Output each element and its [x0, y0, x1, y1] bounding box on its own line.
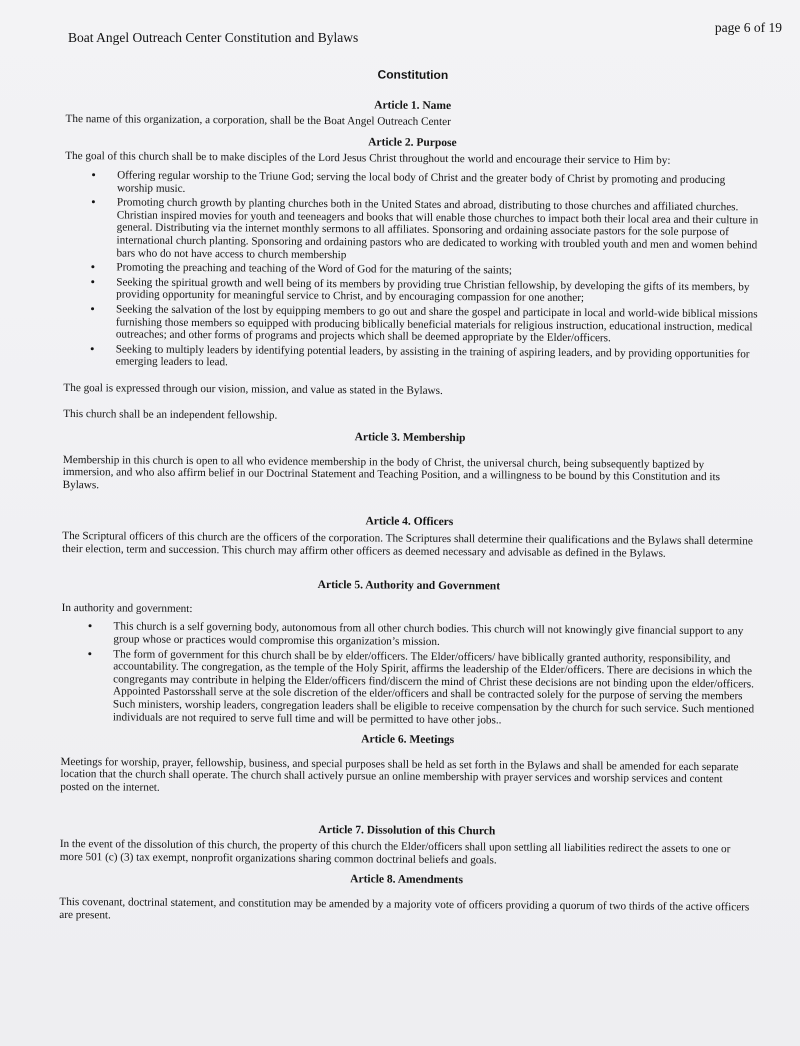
authority-item: • This church is a self governing body, autonomous from all other church bodies. This church will not knowingly give financial support to any group whose or practices would compromise this organization’s mission.: [101, 621, 755, 651]
constitution-title: Constitution: [377, 67, 449, 83]
article-4-text: The Scriptural officers of this church are the officers of the corporation. The Scriptures shall determine their qualifications and the Bylaws shall determine their election, term and succession. This church may affirm other officers as deemed necessary and advisable as defined in the Bylaws.: [62, 530, 753, 560]
article-1-text: The name of this organization, a corporation, shall be the Boat Angel Outreach Center: [65, 113, 451, 129]
purpose-item: • Seeking the spiritual growth and well being of its members by providing true Christian fellowship, by developing the gifts of its members, by providing opportunity for meaningful service to Christ, and by encouraging compassion for one another;: [104, 276, 758, 306]
article-6-text: Meetings for worship, prayer, fellowship, business, and special purposes shall be held as set forth in the Bylaws and shall be amended for each separate location that the church shall operate. The church shall actively pursue an online membership with prayer services and worship services and content posted on the internet.: [60, 755, 739, 794]
purpose-item: • Seeking to multiply leaders by identifying potential leaders, by assisting in the training of aspiring leaders, and by providing opportunities for emerging leaders to lead.: [104, 343, 758, 373]
article-2-heading: Article 2. Purpose: [368, 136, 457, 149]
article-2-closing-goal: The goal is expressed through our vision, mission, and value as stated in the Bylaws.: [63, 381, 443, 397]
article-8-text: This covenant, doctrinal statement, and constitution may be amended by a majority vote of officers providing a quorum of two thirds of the active officers are present.: [59, 895, 750, 921]
article-7-heading: Article 7. Dissolution of this Church: [318, 823, 496, 837]
purpose-item: • Seeking the salvation of the lost by equipping members to go out and share the gospel and participate in local and world-wide biblical missions furnishing those members so equipped with producing biblically beneficial materials for religious instruction, educational instruction, medical outreaches; and other forms of programs and projects which shall be deemed appropriate by the Elder/officers.: [104, 303, 758, 346]
page-number: page 6 of 19: [714, 20, 782, 35]
article-2-purpose-list: [64, 169, 760, 373]
article-6-heading: Article 6. Meetings: [361, 733, 455, 747]
article-1-heading: Article 1. Name: [374, 99, 452, 112]
article-2-closing-independent: This church shall be an independent fellowship.: [63, 408, 278, 423]
document-header-title: Boat Angel Outreach Center Constitution and Bylaws: [68, 30, 359, 45]
article-5-intro: In authority and government:: [61, 601, 193, 615]
article-5-heading: Article 5. Authority and Government: [317, 579, 501, 593]
purpose-item: • Offering regular worship to the Triune God; serving the local body of Christ and the greater body of Christ by promoting and producing worship music.: [105, 169, 759, 199]
constitution-body: [59, 60, 760, 933]
authority-item: • The form of government for this church shall be by elder/officers. The Elder/officers/ have biblically granted authority, responsibility, and accountability. The congregation, as the temple of the Holy Spirit, affirms the leadership of the Elder/officers. There are decisions in which the congregants may contribute in helping the Elder/officers find/discern the mind of Christ these decisions are not binding upon the elder/officers. Appointed Pastorsshall serve at the sole discretion of the elder/officers and shall be contracted solely for the purpose of serving the members Such ministers, worship leaders, congregation leaders shall be eligible to receive compensation by the church for such service. Such mentioned individuals are not required to serve full time and will be permitted to have other jobs..: [101, 648, 756, 729]
article-4-heading: Article 4. Officers: [365, 515, 454, 529]
article-7-text: In the event of the dissolution of this church, the property of this church the Elder/officers shall upon settling all liabilities redirect the assets to one or more 501 (c) (3) tax exempt, nonprofit organizations sharing common doctrinal beliefs and goals.: [59, 838, 731, 867]
purpose-item: • Promoting church growth by planting churches both in the United States and abroad, distributing to those churches and affiliated churches. Christian inspired movies for youth and teeneagers and books that will enable those churches to impact both their local area and their culture in general. Distributing via the internet monthly sermons to all affiliates. Sponsoring and ordaining associate pastors for the sole purpose of international church planting. Sponsoring and ordaining pastors who are dedicated to working with troubled youth and men and women behind bars who do not have access to church membership: [104, 196, 758, 264]
article-3-text: Membership in this church is open to all who evidence membership in the body of Christ, the universal church, being subsequently baptized by immersion, and who also affirm belief in our Doctrinal Statement and Teaching Position, and a willingness to be bound by this Constitution and its Bylaws.: [62, 453, 721, 492]
purpose-item: • Promoting the preaching and teaching of the Word of God for the maturing of the saints;: [104, 261, 758, 279]
article-8-heading: Article 8. Amendments: [350, 873, 463, 887]
article-2-intro: The goal of this church shall be to make disciples of the Lord Jesus Christ throughout the world and encourage their service to Him by:: [65, 150, 671, 168]
article-3-heading: Article 3. Membership: [354, 431, 466, 445]
article-5-list: [61, 620, 756, 728]
